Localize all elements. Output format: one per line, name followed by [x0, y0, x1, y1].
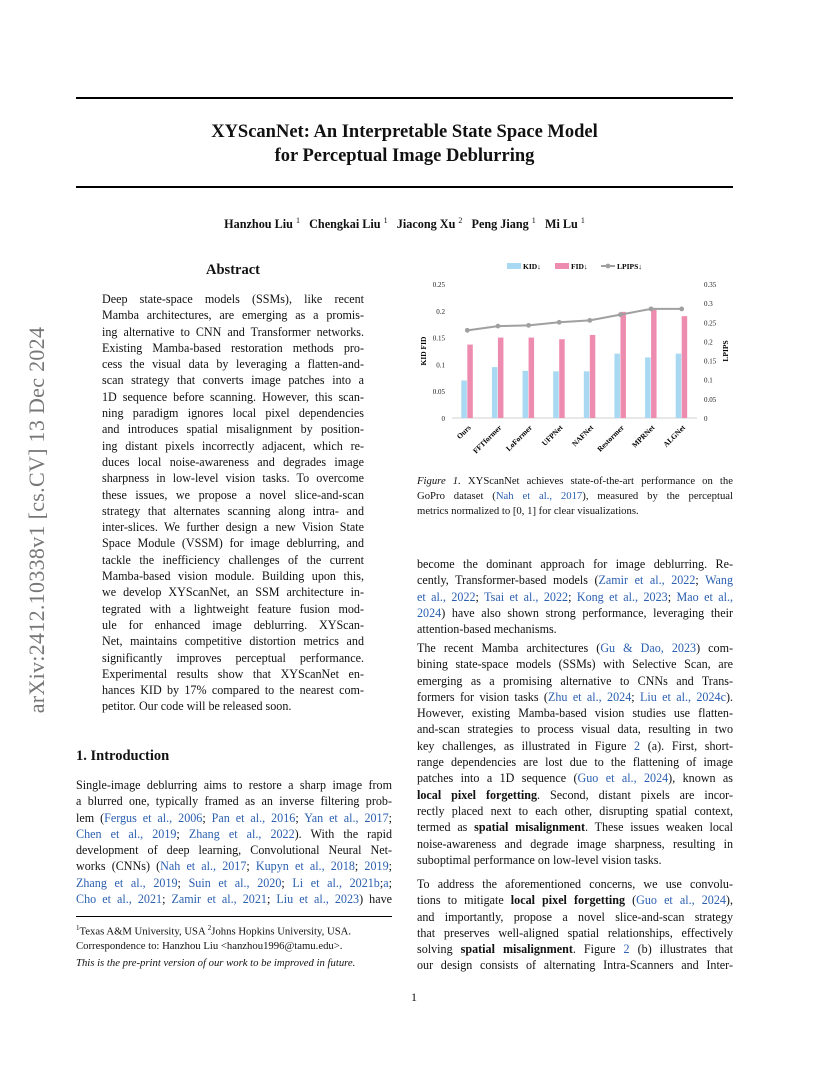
- bar-fid: [529, 338, 535, 418]
- bar-kid: [645, 357, 651, 418]
- author-affiliation-mark: 1: [580, 216, 585, 225]
- text-run: ;: [177, 875, 189, 890]
- intro-line: [76, 842, 392, 858]
- text-run: cently, Transformer-based models (: [417, 573, 599, 588]
- y-tick-label-left: 0.1: [436, 361, 445, 370]
- category-label: LoFormer: [504, 423, 534, 453]
- lpips-point: [496, 324, 501, 329]
- text-run: local pixel forgetting: [417, 787, 538, 802]
- bar-kid: [492, 367, 498, 418]
- text-run: ;: [202, 810, 212, 825]
- bar-kid: [523, 371, 529, 418]
- author-name: Mi Lu: [544, 217, 581, 232]
- title-bottom-rule: [76, 186, 733, 188]
- abstract-line: ule for enhanced image deblurring. XYScan-: [102, 617, 364, 632]
- text-run: ).: [725, 689, 733, 704]
- paragraph-line: [417, 705, 733, 721]
- footnote-affiliation-1: Texas A&M University, USA: [79, 925, 208, 938]
- citation-link[interactable]: Cho et al., 2021: [76, 892, 163, 907]
- bar-fid: [651, 310, 657, 418]
- text-run: works (CNNs) (: [76, 859, 161, 874]
- text-run: spatial misalignment: [460, 942, 573, 957]
- legend-label: LPIPS↓: [617, 262, 643, 271]
- category-label: MPRNet: [630, 423, 657, 450]
- lpips-point: [649, 306, 654, 311]
- abstract-line: significantly improves perceptual performance.: [102, 650, 364, 665]
- text-run: ), measured by the perceptual: [582, 490, 734, 502]
- intro-line: [76, 875, 392, 891]
- abstract-line: cess the visual data by leveraging a flatten-and-: [102, 357, 364, 372]
- text-run: formers for vision tasks (: [417, 689, 548, 704]
- abstract-line: 1D sequence before scanning. However, this scan-: [102, 389, 364, 404]
- paragraph-line: [417, 689, 733, 705]
- lpips-point: [587, 318, 592, 323]
- citation-link[interactable]: Zhu et al., 2024: [547, 689, 632, 704]
- text-run: ;: [695, 573, 706, 588]
- abstract-line: petitor. Our code will be released soon.: [102, 699, 292, 714]
- text-run: metrics normalized to [0, 1] for clear visualizations.: [417, 505, 639, 517]
- intro-line: [76, 810, 392, 826]
- text-run: ;: [354, 859, 365, 874]
- category-label: UFPNet: [539, 423, 565, 448]
- figure-1-chart: [412, 256, 742, 466]
- text-run: However, existing Mamba-based vision studies use flatten-: [417, 706, 733, 721]
- author-list: [76, 216, 733, 232]
- legend-swatch: [507, 263, 521, 269]
- text-run: The recent Mamba architectures (: [417, 641, 601, 655]
- figure-1-caption: [417, 474, 733, 519]
- text-run: ;: [568, 589, 577, 604]
- author-name: Hanzhou Liu: [224, 217, 296, 232]
- y-axis-label-right: LPIPS: [721, 340, 730, 362]
- abstract-line: ning paradigm ignores local pixel dependencies: [102, 406, 364, 421]
- author-name: Jiacong Xu: [396, 217, 459, 232]
- text-run: ;: [379, 875, 384, 890]
- abstract-line: hances KID by 17% compared to the nearest com-: [102, 683, 364, 698]
- paragraph-line: [417, 803, 733, 819]
- text-run: GoPro dataset (: [417, 490, 496, 502]
- abstract-line: sharpness in low-level vision tasks. To overcome: [102, 471, 364, 486]
- author-name: Chengkai Liu: [309, 217, 384, 232]
- paper-title-line-1: XYScanNet: An Interpretable State Space Model: [211, 122, 598, 142]
- citation-link[interactable]: Gu & Dao, 2023: [600, 641, 697, 655]
- lpips-point: [679, 306, 684, 311]
- text-run: our design consists of alternating Intra-Scanners and Inter-: [417, 958, 733, 973]
- text-run: local pixel forgetting: [510, 893, 626, 908]
- caption-line: [417, 474, 733, 489]
- author-affiliation-mark: 2: [458, 216, 463, 225]
- citation-link[interactable]: Wang: [705, 573, 734, 588]
- intro-line: [76, 793, 392, 809]
- text-run: . Second, distant pixels are incor-: [537, 787, 733, 802]
- text-run: ) have also shown strong performance, leveraging their: [441, 605, 733, 620]
- text-run: lem (: [76, 810, 105, 825]
- paragraph-line: [417, 656, 733, 672]
- intro-line: [76, 858, 392, 874]
- citation-link[interactable]: Suin et al., 2020: [188, 875, 282, 890]
- footnote-correspondence: Correspondence to: Hanzhou Liu <hanzhou1996@tamu.edu>.: [76, 939, 343, 952]
- paragraph-line: [417, 640, 733, 656]
- y-tick-label-right: 0.35: [704, 281, 717, 289]
- text-run: emerging as a promising alternative to CNNs and Trans-: [417, 673, 733, 688]
- paragraph-line: [417, 876, 733, 892]
- citation-link[interactable]: Kong et al., 2023: [576, 589, 668, 604]
- abstract-line: we develop XYScanNet, an SSM architecture in-: [102, 585, 364, 600]
- abstract-heading: Abstract: [206, 262, 260, 278]
- footnote-affiliation-2: Johns Hopkins University, USA.: [211, 925, 352, 938]
- author-affiliation-mark: 1: [531, 216, 536, 225]
- citation-link[interactable]: Li et al., 2021b: [292, 875, 380, 890]
- citation-link[interactable]: 2: [623, 942, 630, 957]
- text-run: Figure 1.: [417, 475, 461, 487]
- text-run: . Figure: [572, 942, 624, 957]
- citation-link[interactable]: Mao et al.,: [676, 589, 734, 604]
- text-run: ;: [176, 826, 189, 841]
- bar-kid: [553, 371, 559, 418]
- text-run: ) have: [359, 892, 393, 907]
- y-tick-label-left: 0: [441, 415, 445, 423]
- abstract-line: these issues, we propose a novel slice-and-scan: [102, 487, 364, 502]
- bar-fid: [620, 312, 626, 418]
- y-tick-label-right: 0.1: [704, 376, 713, 385]
- paragraph-line: [417, 673, 733, 689]
- abstract-line: Experimental results show that XYScanNet en-: [102, 666, 364, 681]
- arxiv-id: arXiv:2412.10338v1 [cs.CV] 13 Dec 2024: [24, 326, 49, 714]
- citation-link[interactable]: 2024: [417, 605, 442, 620]
- intro-line: [76, 826, 392, 842]
- abstract-line: strategy that alternates scanning along intra- and: [102, 503, 364, 518]
- text-run: ;: [631, 689, 640, 704]
- y-tick-label-left: 0.05: [432, 388, 445, 397]
- author-name: Peng Jiang: [471, 217, 532, 232]
- paragraph-line: [417, 589, 733, 605]
- category-label: Restormer: [595, 423, 626, 454]
- citation-link[interactable]: Zhang et al., 2022: [188, 826, 295, 841]
- citation-link[interactable]: Tsai et al., 2022: [484, 589, 569, 604]
- text-run: become the dominant approach for image deblurring. Re-: [417, 557, 733, 571]
- text-run: and-scan strategies to process visual data, resulting in two: [417, 722, 733, 737]
- paragraph-line: [417, 957, 733, 973]
- y-tick-label-right: 0.05: [704, 395, 717, 404]
- citation-link[interactable]: Chen et al., 2019: [76, 826, 177, 841]
- abstract-line: ing distant pixels incorrectly adjacent, which re-: [102, 438, 364, 453]
- paragraph-line: [417, 852, 733, 868]
- text-run: rectly placed next to each other, disrupting spatial context,: [417, 803, 733, 818]
- preprint-note: This is the pre-print version of our work to be improved in future.: [76, 957, 356, 969]
- abstract-text: [102, 291, 364, 715]
- text-run: patches into a 1D sequence (: [417, 771, 578, 786]
- citation-link[interactable]: Guo et al., 2024: [577, 771, 669, 786]
- bar-fid: [498, 338, 504, 418]
- text-run: ;: [295, 810, 305, 825]
- abstract-line: Mamba-based vision module. Building upon this,: [102, 569, 364, 584]
- paragraph-line: [417, 819, 733, 835]
- paragraph-line: [417, 836, 733, 852]
- category-label: NAFNet: [570, 423, 596, 449]
- abstract-line: ing alternative to CNN and Transformer networks.: [102, 324, 364, 339]
- text-run: solving: [417, 942, 461, 957]
- text-run: spatial misalignment: [474, 820, 586, 835]
- paragraph-line: [417, 770, 733, 786]
- right-paragraph-1: [417, 556, 733, 637]
- bar-fid: [467, 345, 473, 418]
- text-run: ;: [475, 589, 485, 604]
- citation-link[interactable]: et al., 2022: [417, 589, 476, 604]
- affiliation-footnote: $^1$Texas A&M University, USA $^2$Johns Hopkins University, USA. Correspondence to: Hanzhou Liu <hanzhou1996@tamu.edu>.: [76, 916, 392, 953]
- introduction-heading: 1. Introduction: [76, 748, 170, 764]
- citation-link[interactable]: a: [383, 875, 389, 890]
- paragraph-line: [417, 605, 733, 621]
- text-run: attention-based mechanisms.: [417, 622, 557, 637]
- bar-fid: [559, 339, 565, 418]
- y-tick-label-right: 0.2: [704, 338, 713, 347]
- text-run: a blurred one, typically framed as an inverse filtering prob-: [76, 794, 392, 809]
- legend-swatch: [555, 263, 569, 269]
- paragraph-line: [417, 925, 733, 941]
- paragraph-line: [417, 572, 733, 588]
- citation-link[interactable]: Fergus et al., 2006: [104, 810, 203, 825]
- text-run: (b) illustrates that: [629, 942, 733, 957]
- abstract-line: inter-slices. We further design a new Vision State: [102, 520, 364, 535]
- text-run: termed as: [417, 820, 475, 835]
- text-run: ;: [388, 875, 392, 890]
- abstract-line: and introduces spatial misalignment by position-: [102, 422, 364, 437]
- citation-link[interactable]: Zhang et al., 2019: [76, 875, 178, 890]
- citation-link[interactable]: Zamir et al., 2021: [171, 892, 267, 907]
- author-affiliation-mark: 1: [383, 216, 388, 225]
- lpips-point: [465, 328, 470, 333]
- legend-label: KID↓: [523, 262, 541, 271]
- text-run: and importantly, propose a novel slice-and-scan strategy: [417, 909, 733, 924]
- bar-fid: [590, 335, 596, 418]
- bar-kid: [676, 354, 682, 418]
- abstract-line: Existing Mamba-based restoration methods pro-: [102, 340, 364, 355]
- text-run: ;: [667, 589, 677, 604]
- paragraph-line: [417, 754, 733, 770]
- citation-link[interactable]: 2019: [364, 859, 389, 874]
- lpips-point: [557, 320, 562, 325]
- citation-link[interactable]: Zamir et al., 2022: [598, 573, 696, 588]
- text-run: ;: [266, 892, 277, 907]
- paragraph-line: [417, 941, 733, 957]
- arxiv-sidebar: [22, 280, 52, 760]
- legend-label: FID↓: [571, 262, 588, 271]
- citation-link[interactable]: Kupyn et al., 2018: [255, 859, 355, 874]
- right-paragraph-2: [417, 640, 733, 868]
- text-run: XYScanNet achieves state-of-the-art performance on the: [460, 475, 733, 487]
- title-top-rule: [76, 97, 733, 99]
- category-label: FFTformer: [471, 423, 504, 456]
- text-run: (a). First, short-: [640, 738, 733, 753]
- citation-link[interactable]: Nah et al., 2017: [495, 490, 583, 502]
- abstract-line: tegrated with a lightweight feature fusion mod-: [102, 601, 364, 616]
- y-tick-label-right: 0.15: [704, 357, 717, 366]
- text-run: To address the aforementioned concerns, we use convolu-: [417, 877, 733, 891]
- lpips-point: [526, 323, 531, 328]
- paragraph-line: [417, 738, 733, 754]
- abstract-line: Net, maintains competitive distortion metrics and: [102, 634, 364, 649]
- y-tick-label-left: 0.15: [432, 334, 445, 343]
- abstract-line: scan strategy that converts image patches into a: [102, 373, 364, 388]
- legend-swatch-marker: [606, 264, 611, 269]
- abstract-line: Deep state-space models (SSMs), like recent: [102, 292, 364, 306]
- text-run: ). With the rapid: [294, 826, 393, 841]
- abstract-line: duces local noise-awareness and degrades image: [102, 454, 364, 469]
- text-run: ;: [388, 810, 393, 825]
- y-axis-label-left: KID FID: [419, 336, 428, 366]
- citation-link[interactable]: Yan et al., 2017: [304, 810, 389, 825]
- paragraph-line: [417, 787, 733, 803]
- caption-line: [417, 504, 733, 519]
- text-run: (: [625, 893, 637, 908]
- introduction-text: [76, 777, 392, 907]
- abstract-line: Mamba architectures, are emerging as a promis-: [102, 308, 364, 323]
- paper-title-line-2: for Perceptual Image Deblurring: [274, 146, 535, 166]
- text-run: ;: [246, 859, 256, 874]
- paragraph-line: [417, 892, 733, 908]
- bar-kid: [584, 371, 590, 418]
- text-run: Single-image deblurring aims to restore a sharp image from: [76, 778, 392, 792]
- text-run: ), known as: [668, 771, 733, 786]
- text-run: development of deep learning, Convolutional Neural Net-: [76, 843, 392, 858]
- text-run: ;: [281, 875, 293, 890]
- abstract-line: tackle the inefficiency challenges of the current: [102, 552, 364, 567]
- bar-kid: [461, 380, 467, 418]
- category-label: ALGNet: [661, 423, 688, 449]
- author-affiliation-mark: 1: [295, 216, 300, 225]
- y-tick-label-right: 0.3: [704, 300, 713, 309]
- y-tick-label-right: 0: [704, 415, 708, 423]
- intro-line: [76, 891, 392, 907]
- text-run: ) com-: [696, 641, 733, 655]
- y-tick-label-right: 0.25: [704, 319, 717, 328]
- citation-link[interactable]: Pan et al., 2016: [211, 810, 296, 825]
- paragraph-line: [417, 721, 733, 737]
- text-run: ),: [725, 893, 733, 908]
- paragraph-line: [417, 556, 733, 572]
- right-paragraph-3: [417, 876, 733, 974]
- text-run: ;: [162, 892, 172, 907]
- text-run: . These issues weaken local: [585, 820, 733, 835]
- text-run: range dependencies are lost due to the flattening of image: [417, 755, 733, 770]
- text-run: bining state-space models (SSMs) with Selective Scan, are: [417, 657, 733, 672]
- citation-link[interactable]: Nah et al., 2017: [160, 859, 247, 874]
- text-run: that preserves well-aligned spatial relationships, effectively: [417, 925, 733, 940]
- caption-line: [417, 489, 733, 504]
- text-run: tions to mitigate: [417, 893, 511, 908]
- category-label: Ours: [454, 423, 473, 441]
- text-run: suboptimal performance on low-level vision tasks.: [417, 852, 662, 867]
- text-run: key challenges, as illustrated in Figure: [417, 738, 635, 753]
- abstract-line: Space Module (VSSM) for image deblurring, and: [102, 536, 364, 551]
- citation-link[interactable]: Guo et al., 2024: [636, 893, 726, 908]
- lpips-point: [618, 312, 623, 317]
- y-tick-label-left: 0.2: [436, 307, 445, 316]
- paragraph-line: [417, 621, 733, 637]
- bar-kid: [614, 354, 620, 418]
- paragraph-line: [417, 909, 733, 925]
- intro-line: [76, 777, 392, 793]
- text-run: ;: [388, 859, 392, 874]
- text-run: noise-awareness and degrade image sharpness, resulting in: [417, 836, 733, 851]
- page-number: 1: [411, 990, 417, 1004]
- citation-link[interactable]: 2: [634, 738, 641, 753]
- citation-link[interactable]: Liu et al., 2024c: [639, 689, 726, 704]
- bar-fid: [682, 316, 688, 418]
- y-tick-label-left: 0.25: [432, 281, 445, 289]
- citation-link[interactable]: Liu et al., 2023: [276, 892, 360, 907]
